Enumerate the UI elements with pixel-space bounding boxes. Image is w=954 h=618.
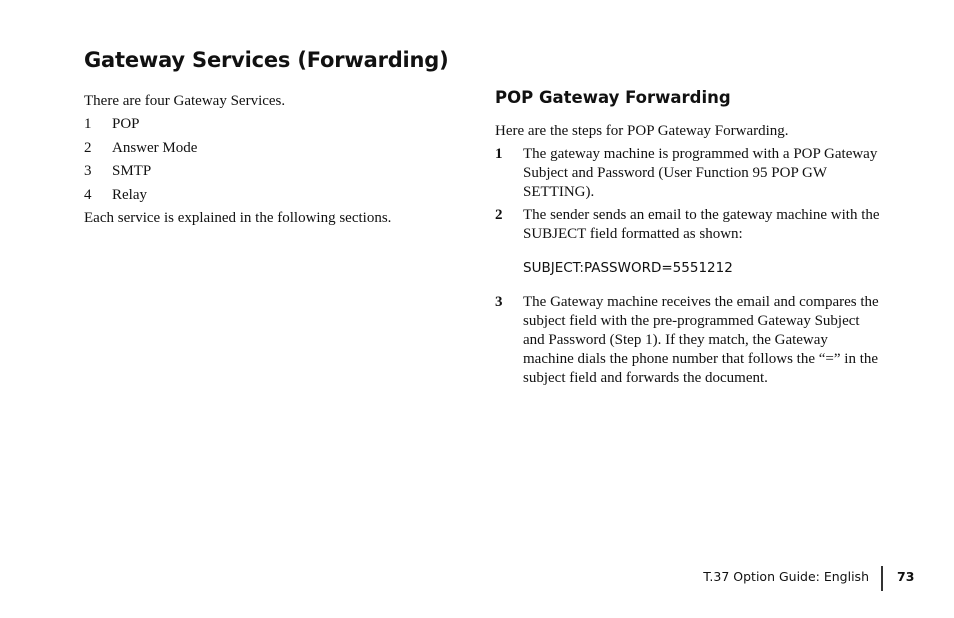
footer-divider — [881, 566, 883, 591]
list-item-number: 4 — [84, 186, 92, 203]
list-item-label: POP — [112, 116, 140, 132]
list-item — [84, 162, 424, 186]
step-item — [495, 145, 880, 202]
list-item-label: Answer Mode — [112, 139, 198, 156]
step-text: The gateway machine is programmed with a POP Gateway Subject and Password (User Function 95 POP GW SETTING). — [523, 146, 878, 200]
step-number: 2 — [495, 207, 503, 223]
step-number: 1 — [495, 146, 503, 162]
footer-label: T.37 Option Guide: English — [703, 569, 869, 584]
list-item-number: 2 — [84, 139, 92, 156]
right-column — [495, 88, 880, 392]
steps-intro-text: Here are the steps for POP Gateway Forwarding. — [495, 123, 789, 139]
page-title: Gateway Services (Forwarding) — [84, 48, 449, 72]
step-text: The Gateway machine receives the email and compares the subject field with the pre-programmed Gateway Subject and Password (Step 1). If they match, the Gateway machine dials the phone number that follows the “=” in the subject field and forwards the document. — [523, 294, 879, 386]
section-title: POP Gateway Forwarding — [495, 88, 731, 107]
list-item — [84, 115, 424, 139]
intro-text: There are four Gateway Services. — [84, 93, 286, 109]
step-item — [495, 293, 880, 388]
step-text: The sender sends an email to the gateway machine with the SUBJECT field formatted as shown: — [523, 207, 880, 242]
service-list — [84, 115, 424, 209]
list-item-label: SMTP — [112, 163, 152, 179]
closing-text: Each service is explained in the following sections. — [84, 210, 392, 226]
left-column — [84, 92, 424, 228]
list-item-number: 1 — [84, 116, 92, 132]
step-number: 3 — [495, 294, 503, 310]
list-item — [84, 139, 424, 163]
list-item-number: 3 — [84, 163, 92, 179]
step-item — [495, 206, 880, 244]
list-item — [84, 186, 424, 210]
list-item-label: Relay — [112, 186, 147, 203]
subject-example: SUBJECT:PASSWORD=5551212 — [523, 260, 733, 276]
page-number: 73 — [897, 569, 915, 584]
